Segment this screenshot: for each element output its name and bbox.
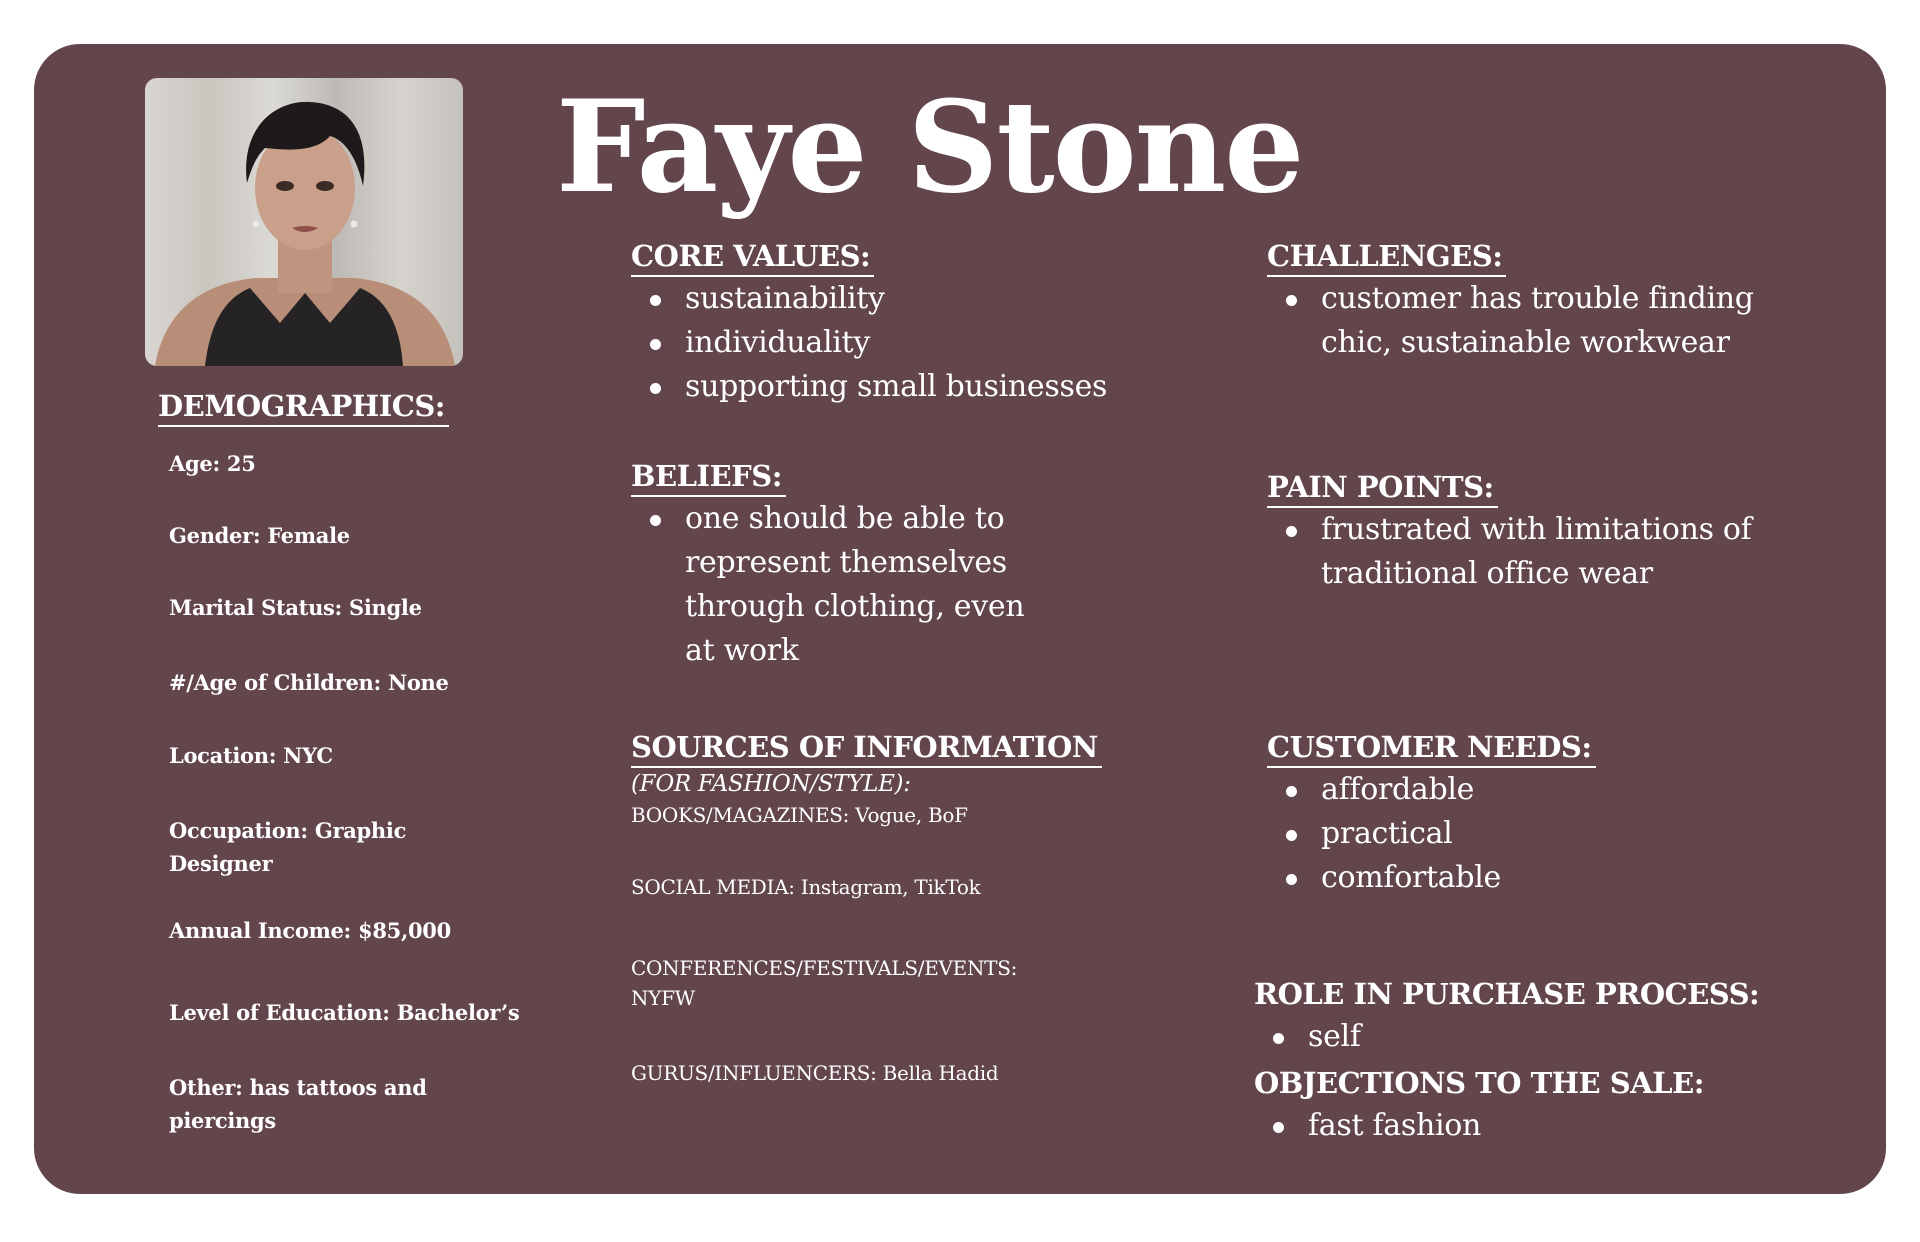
list-item: frustrated with limitations of traditional office wear bbox=[1267, 508, 1787, 596]
sources-gurus: GURUS/INFLUENCERS: Bella Hadid bbox=[631, 1061, 999, 1085]
list-item: customer has trouble finding chic, sustainable workwear bbox=[1267, 277, 1787, 365]
sources-heading: SOURCES OF INFORMATION bbox=[631, 730, 1098, 764]
list-item: fast fashion bbox=[1254, 1104, 1774, 1148]
persona-card bbox=[34, 44, 1886, 1194]
core-values-heading: CORE VALUES: bbox=[631, 239, 871, 273]
demographic-marital-status: Marital Status: Single bbox=[169, 595, 422, 620]
list-item: one should be able to represent themselves through clothing, even at work bbox=[631, 497, 1061, 673]
challenges-heading: CHALLENGES: bbox=[1267, 239, 1503, 273]
demographic-children: #/Age of Children: None bbox=[169, 670, 449, 695]
demographic-age: Age: 25 bbox=[169, 451, 256, 476]
sources-subheading: (FOR FASHION/STYLE): bbox=[631, 771, 911, 797]
persona-name: Faye Stone bbox=[556, 73, 1303, 221]
demographic-occupation: Occupation: Graphic Designer bbox=[169, 818, 407, 876]
list-item: supporting small businesses bbox=[631, 365, 1151, 409]
demographic-income: Annual Income: $85,000 bbox=[169, 918, 451, 943]
pain-points-heading: PAIN POINTS: bbox=[1267, 470, 1494, 504]
beliefs-list bbox=[631, 497, 1061, 673]
core-values-list bbox=[631, 277, 1151, 409]
demographic-location: Location: NYC bbox=[169, 743, 333, 768]
challenges-list bbox=[1267, 277, 1787, 365]
objections-heading: OBJECTIONS TO THE SALE: bbox=[1254, 1066, 1704, 1100]
sources-events: CONFERENCES/FESTIVALS/EVENTS: NYFW bbox=[631, 956, 1018, 1010]
demographics-heading: DEMOGRAPHICS: bbox=[158, 389, 445, 423]
customer-needs-heading: CUSTOMER NEEDS: bbox=[1267, 730, 1592, 764]
sources-books: BOOKS/MAGAZINES: Vogue, BoF bbox=[631, 803, 968, 827]
role-list bbox=[1254, 1015, 1774, 1059]
pain-points-list bbox=[1267, 508, 1787, 596]
list-item: practical bbox=[1267, 812, 1787, 856]
customer-needs-list bbox=[1267, 768, 1787, 900]
list-item: sustainability bbox=[631, 277, 1151, 321]
sources-social: SOCIAL MEDIA: Instagram, TikTok bbox=[631, 875, 981, 899]
persona-photo bbox=[145, 78, 463, 366]
beliefs-heading: BELIEFS: bbox=[631, 459, 782, 493]
demographic-education: Level of Education: Bachelor’s bbox=[169, 1000, 520, 1025]
list-item: comfortable bbox=[1267, 856, 1787, 900]
list-item: affordable bbox=[1267, 768, 1787, 812]
portrait-illustration bbox=[145, 78, 463, 366]
role-heading: ROLE IN PURCHASE PROCESS: bbox=[1254, 977, 1760, 1011]
demographic-other: Other: has tattoos and piercings bbox=[169, 1075, 427, 1133]
demographic-gender: Gender: Female bbox=[169, 523, 350, 548]
list-item: self bbox=[1254, 1015, 1774, 1059]
list-item: individuality bbox=[631, 321, 1151, 365]
objections-list bbox=[1254, 1104, 1774, 1148]
